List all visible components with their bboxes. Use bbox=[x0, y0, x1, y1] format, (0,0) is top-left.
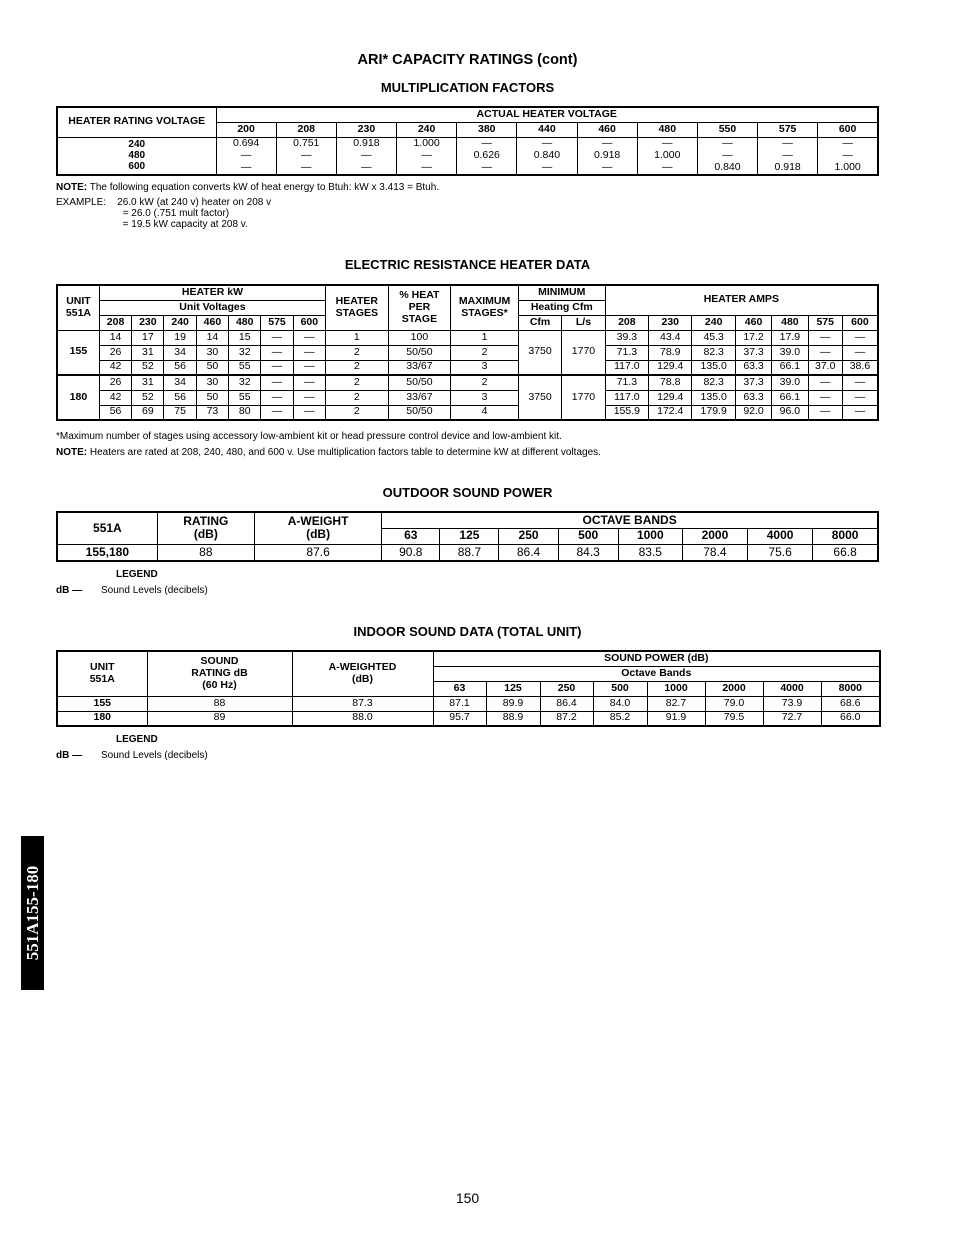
unit-cell: 155,180 bbox=[57, 544, 157, 561]
band-value-cell: 83.5 bbox=[618, 544, 682, 561]
amps-cell: 63.3 bbox=[735, 390, 771, 405]
band-value-cell: 90.8 bbox=[382, 544, 440, 561]
band-header: 500 bbox=[558, 528, 618, 544]
amps-voltage-header: 575 bbox=[808, 315, 842, 330]
kw-cell: — bbox=[293, 330, 325, 345]
mf-note bbox=[56, 182, 439, 193]
amps-cell: 82.3 bbox=[692, 375, 735, 390]
kw-cell: 56 bbox=[164, 360, 196, 375]
table-row bbox=[57, 405, 878, 420]
stages-cell: 2 bbox=[326, 375, 389, 390]
max-stages-cell: 1 bbox=[451, 330, 519, 345]
kw-cell: 75 bbox=[164, 405, 196, 420]
header-unit: UNIT 551A bbox=[57, 651, 147, 696]
amps-cell: 71.3 bbox=[605, 345, 648, 360]
legend-title: LEGEND bbox=[116, 734, 158, 745]
band-value-cell: 82.7 bbox=[647, 696, 705, 711]
pct-heat-cell: 100 bbox=[388, 330, 451, 345]
kw-cell: 42 bbox=[99, 390, 131, 405]
amps-cell: 129.4 bbox=[649, 360, 692, 375]
a-weighted-cell: 87.3 bbox=[292, 696, 433, 711]
factor-cell: 1.000 — — bbox=[397, 137, 457, 175]
indoor-sound-table bbox=[56, 650, 881, 727]
voltage-header: 460 bbox=[577, 122, 637, 137]
band-header: 250 bbox=[540, 681, 593, 696]
kw-cell: 56 bbox=[99, 405, 131, 420]
kw-cell: — bbox=[293, 345, 325, 360]
amps-voltage-header: 208 bbox=[605, 315, 648, 330]
a-weighted-cell: 88.0 bbox=[292, 711, 433, 726]
kw-cell: 50 bbox=[196, 390, 228, 405]
unit-cell: 180 bbox=[57, 375, 99, 420]
header-octave-bands: Octave Bands bbox=[433, 666, 880, 681]
band-value-cell: 84.0 bbox=[593, 696, 647, 711]
kw-cell: 50 bbox=[196, 360, 228, 375]
kw-cell: — bbox=[261, 360, 293, 375]
header-heater-amps: HEATER AMPS bbox=[605, 285, 878, 315]
header-ls: L/s bbox=[562, 315, 605, 330]
band-value-cell: 84.3 bbox=[558, 544, 618, 561]
header-heater-kw: HEATER kW bbox=[99, 285, 325, 300]
band-value-cell: 87.1 bbox=[433, 696, 486, 711]
amps-cell: 39.0 bbox=[772, 345, 808, 360]
band-header: 2000 bbox=[705, 681, 763, 696]
kw-cell: 32 bbox=[229, 345, 261, 360]
amps-voltage-header: 600 bbox=[842, 315, 878, 330]
amps-cell: 78.8 bbox=[649, 375, 692, 390]
band-value-cell: 88.9 bbox=[486, 711, 540, 726]
band-value-cell: 68.6 bbox=[821, 696, 880, 711]
factor-cell: — — 0.840 bbox=[697, 137, 757, 175]
band-value-cell: 88.7 bbox=[440, 544, 499, 561]
header-a-weight: A-WEIGHT (dB) bbox=[254, 512, 381, 544]
electric-heater-table bbox=[56, 284, 879, 421]
amps-cell: 45.3 bbox=[692, 330, 735, 345]
kw-cell: — bbox=[293, 405, 325, 420]
band-value-cell: 85.2 bbox=[593, 711, 647, 726]
kw-cell: — bbox=[293, 360, 325, 375]
stages-cell: 1 bbox=[326, 330, 389, 345]
band-header: 4000 bbox=[748, 528, 813, 544]
header-sound-power: SOUND POWER (dB) bbox=[433, 651, 880, 666]
cfm-cell: 3750 bbox=[518, 330, 561, 375]
table-row bbox=[57, 360, 878, 375]
band-header: 1000 bbox=[647, 681, 705, 696]
kw-cell: 26 bbox=[99, 345, 131, 360]
amps-cell: 155.9 bbox=[605, 405, 648, 420]
rating-voltages-cell: 240 480 600 bbox=[57, 137, 216, 175]
kw-voltage-header: 240 bbox=[164, 315, 196, 330]
kw-cell: 42 bbox=[99, 360, 131, 375]
amps-cell: — bbox=[808, 375, 842, 390]
header-unit-voltages: Unit Voltages bbox=[99, 300, 325, 315]
indoor-sound-title: INDOOR SOUND DATA (TOTAL UNIT) bbox=[353, 624, 582, 639]
kw-cell: 34 bbox=[164, 345, 196, 360]
kw-cell: 55 bbox=[229, 390, 261, 405]
amps-cell: 37.3 bbox=[735, 375, 771, 390]
kw-cell: — bbox=[261, 330, 293, 345]
amps-cell: 117.0 bbox=[605, 390, 648, 405]
amps-cell: 82.3 bbox=[692, 345, 735, 360]
band-value-cell: 91.9 bbox=[647, 711, 705, 726]
amps-cell: 172.4 bbox=[649, 405, 692, 420]
kw-voltage-header: 460 bbox=[196, 315, 228, 330]
amps-cell: — bbox=[842, 345, 878, 360]
band-value-cell: 86.4 bbox=[499, 544, 558, 561]
band-value-cell: 78.4 bbox=[682, 544, 747, 561]
legend-entry bbox=[56, 585, 208, 596]
pct-heat-cell: 33/67 bbox=[388, 360, 451, 375]
amps-cell: 39.0 bbox=[772, 375, 808, 390]
amps-voltage-header: 230 bbox=[649, 315, 692, 330]
amps-cell: — bbox=[808, 405, 842, 420]
note-label: NOTE: bbox=[56, 447, 88, 458]
kw-cell: 30 bbox=[196, 375, 228, 390]
kw-cell: 69 bbox=[132, 405, 164, 420]
kw-cell: 31 bbox=[132, 345, 164, 360]
legend-title: LEGEND bbox=[116, 569, 158, 580]
amps-cell: 38.6 bbox=[842, 360, 878, 375]
pct-heat-cell: 50/50 bbox=[388, 345, 451, 360]
band-header: 2000 bbox=[682, 528, 747, 544]
header-heater-stages: HEATER STAGES bbox=[326, 285, 389, 330]
band-value-cell: 89.9 bbox=[486, 696, 540, 711]
factor-cell: 0.751 — — bbox=[276, 137, 336, 175]
band-value-cell: 66.8 bbox=[813, 544, 878, 561]
band-header: 500 bbox=[593, 681, 647, 696]
amps-cell: — bbox=[842, 405, 878, 420]
header-octave-bands: OCTAVE BANDS bbox=[382, 512, 878, 528]
kw-cell: 56 bbox=[164, 390, 196, 405]
amps-cell: 96.0 bbox=[772, 405, 808, 420]
header-heater-rating-voltage: HEATER RATING VOLTAGE bbox=[57, 107, 216, 137]
side-tab-label: 551A155-180 bbox=[22, 865, 42, 961]
amps-voltage-header: 240 bbox=[692, 315, 735, 330]
pct-heat-cell: 33/67 bbox=[388, 390, 451, 405]
pct-heat-cell: 50/50 bbox=[388, 405, 451, 420]
factor-cell: — — 1.000 bbox=[818, 137, 878, 175]
ls-cell: 1770 bbox=[562, 330, 605, 375]
amps-cell: 37.3 bbox=[735, 345, 771, 360]
amps-cell: 66.1 bbox=[772, 360, 808, 375]
kw-cell: 15 bbox=[229, 330, 261, 345]
max-stages-cell: 4 bbox=[451, 405, 519, 420]
voltage-header: 240 bbox=[397, 122, 457, 137]
unit-cell: 155 bbox=[57, 330, 99, 375]
header-unit: 551A bbox=[57, 512, 157, 544]
voltage-header: 208 bbox=[276, 122, 336, 137]
note-text: The following equation converts kW of heat energy to Btuh: kW x 3.413 = Btuh. bbox=[87, 182, 440, 193]
max-stages-cell: 2 bbox=[451, 375, 519, 390]
band-value-cell: 72.7 bbox=[763, 711, 821, 726]
stages-cell: 2 bbox=[326, 390, 389, 405]
note-label: NOTE: bbox=[56, 182, 88, 193]
legend-key: dB — bbox=[56, 750, 83, 761]
header-max-stages: MAXIMUM STAGES* bbox=[451, 285, 519, 330]
electric-heater-title: ELECTRIC RESISTANCE HEATER DATA bbox=[344, 257, 591, 272]
voltage-header: 600 bbox=[818, 122, 878, 137]
kw-cell: 26 bbox=[99, 375, 131, 390]
amps-cell: 37.0 bbox=[808, 360, 842, 375]
factor-cell: — 1.000 — bbox=[637, 137, 697, 175]
table-row bbox=[57, 375, 878, 390]
amps-cell: — bbox=[842, 375, 878, 390]
amps-cell: 129.4 bbox=[649, 390, 692, 405]
kw-cell: — bbox=[261, 390, 293, 405]
kw-cell: 17 bbox=[132, 330, 164, 345]
a-weight-cell: 87.6 bbox=[254, 544, 381, 561]
kw-cell: 34 bbox=[164, 375, 196, 390]
band-value-cell: 95.7 bbox=[433, 711, 486, 726]
kw-cell: 14 bbox=[99, 330, 131, 345]
header-pct-heat: % HEAT PER STAGE bbox=[388, 285, 451, 330]
band-value-cell: 87.2 bbox=[540, 711, 593, 726]
band-value-cell: 75.6 bbox=[748, 544, 813, 561]
amps-voltage-header: 460 bbox=[735, 315, 771, 330]
mf-example: EXAMPLE: 26.0 kW (at 240 v) heater on 208 v = 26.0 (.751 mult factor) = 19.5 kW capacity at 208 v. bbox=[56, 197, 272, 230]
header-sound-rating: SOUND RATING dB (60 Hz) bbox=[147, 651, 292, 696]
voltage-header: 480 bbox=[637, 122, 697, 137]
kw-cell: — bbox=[261, 405, 293, 420]
header-a-weighted: A-WEIGHTED (dB) bbox=[292, 651, 433, 696]
stages-cell: 2 bbox=[326, 345, 389, 360]
kw-cell: 55 bbox=[229, 360, 261, 375]
ls-cell: 1770 bbox=[562, 375, 605, 420]
factor-cell: 0.918 — — bbox=[336, 137, 396, 175]
kw-cell: 73 bbox=[196, 405, 228, 420]
header-rating: RATING (dB) bbox=[157, 512, 254, 544]
max-stages-cell: 2 bbox=[451, 345, 519, 360]
outdoor-sound-title: OUTDOOR SOUND POWER bbox=[382, 485, 553, 500]
amps-cell: — bbox=[808, 345, 842, 360]
stages-cell: 2 bbox=[326, 405, 389, 420]
unit-cell: 180 bbox=[57, 711, 147, 726]
amps-cell: — bbox=[842, 330, 878, 345]
amps-cell: 17.2 bbox=[735, 330, 771, 345]
amps-cell: 117.0 bbox=[605, 360, 648, 375]
amps-cell: 78.9 bbox=[649, 345, 692, 360]
legend-value: Sound Levels (decibels) bbox=[101, 750, 208, 761]
page-title: ARI* CAPACITY RATINGS (cont) bbox=[357, 52, 578, 68]
page-number: 150 bbox=[455, 1190, 480, 1206]
band-header: 125 bbox=[440, 528, 499, 544]
pct-heat-cell: 50/50 bbox=[388, 375, 451, 390]
kw-cell: — bbox=[261, 375, 293, 390]
header-unit: UNIT 551A bbox=[57, 285, 99, 330]
amps-cell: 17.9 bbox=[772, 330, 808, 345]
stages-cell: 2 bbox=[326, 360, 389, 375]
multiplication-factors-title: MULTIPLICATION FACTORS bbox=[380, 80, 555, 95]
factor-cell: 0.694 — — bbox=[216, 137, 276, 175]
amps-cell: 66.1 bbox=[772, 390, 808, 405]
factor-cell: — 0.626 — bbox=[457, 137, 517, 175]
header-cfm: Cfm bbox=[518, 315, 561, 330]
kw-voltage-header: 480 bbox=[229, 315, 261, 330]
header-heating-cfm: Heating Cfm bbox=[518, 300, 605, 315]
table-row bbox=[57, 696, 880, 711]
rating-cell: 88 bbox=[147, 696, 292, 711]
table-row bbox=[57, 390, 878, 405]
legend-key: dB — bbox=[56, 585, 83, 596]
kw-voltage-header: 230 bbox=[132, 315, 164, 330]
kw-cell: 30 bbox=[196, 345, 228, 360]
kw-voltage-header: 575 bbox=[261, 315, 293, 330]
header-actual-heater-voltage: ACTUAL HEATER VOLTAGE bbox=[216, 107, 878, 122]
amps-cell: — bbox=[808, 390, 842, 405]
factor-cell: — — 0.918 bbox=[758, 137, 818, 175]
band-header: 1000 bbox=[618, 528, 682, 544]
amps-cell: — bbox=[808, 330, 842, 345]
kw-cell: — bbox=[293, 375, 325, 390]
voltage-header: 550 bbox=[697, 122, 757, 137]
kw-voltage-header: 208 bbox=[99, 315, 131, 330]
kw-cell: 19 bbox=[164, 330, 196, 345]
kw-cell: 80 bbox=[229, 405, 261, 420]
rating-cell: 89 bbox=[147, 711, 292, 726]
amps-cell: — bbox=[842, 390, 878, 405]
band-header: 8000 bbox=[813, 528, 878, 544]
band-value-cell: 79.5 bbox=[705, 711, 763, 726]
eh-note bbox=[56, 447, 601, 458]
kw-cell: — bbox=[261, 345, 293, 360]
cfm-cell: 3750 bbox=[518, 375, 561, 420]
voltage-header: 200 bbox=[216, 122, 276, 137]
max-stages-cell: 3 bbox=[451, 360, 519, 375]
kw-cell: 14 bbox=[196, 330, 228, 345]
band-value-cell: 79.0 bbox=[705, 696, 763, 711]
kw-cell: — bbox=[293, 390, 325, 405]
eh-footnote: *Maximum number of stages using accessory low-ambient kit or head pressure control device and low-ambient kit. bbox=[56, 431, 562, 442]
band-header: 63 bbox=[382, 528, 440, 544]
kw-voltage-header: 600 bbox=[293, 315, 325, 330]
amps-cell: 63.3 bbox=[735, 360, 771, 375]
band-header: 250 bbox=[499, 528, 558, 544]
table-row bbox=[57, 330, 878, 345]
amps-cell: 71.3 bbox=[605, 375, 648, 390]
note-text: Heaters are rated at 208, 240, 480, and 600 v. Use multiplication factors table to determine kW at different voltages. bbox=[87, 447, 601, 458]
multiplication-factors-table bbox=[56, 106, 879, 176]
band-value-cell: 86.4 bbox=[540, 696, 593, 711]
max-stages-cell: 3 bbox=[451, 390, 519, 405]
voltage-header: 575 bbox=[758, 122, 818, 137]
legend-entry bbox=[56, 750, 208, 761]
amps-cell: 92.0 bbox=[735, 405, 771, 420]
amps-voltage-header: 480 bbox=[772, 315, 808, 330]
kw-cell: 52 bbox=[132, 360, 164, 375]
voltage-header: 440 bbox=[517, 122, 577, 137]
header-minimum: MINIMUM bbox=[518, 285, 605, 300]
band-value-cell: 73.9 bbox=[763, 696, 821, 711]
voltage-header: 380 bbox=[457, 122, 517, 137]
side-tab bbox=[21, 836, 44, 990]
amps-cell: 135.0 bbox=[692, 360, 735, 375]
amps-cell: 179.9 bbox=[692, 405, 735, 420]
outdoor-sound-table bbox=[56, 511, 879, 562]
unit-cell: 155 bbox=[57, 696, 147, 711]
table-row bbox=[57, 345, 878, 360]
kw-cell: 52 bbox=[132, 390, 164, 405]
amps-cell: 39.3 bbox=[605, 330, 648, 345]
legend-value: Sound Levels (decibels) bbox=[101, 585, 208, 596]
voltage-header: 230 bbox=[336, 122, 396, 137]
band-value-cell: 66.0 bbox=[821, 711, 880, 726]
amps-cell: 43.4 bbox=[649, 330, 692, 345]
factor-cell: — 0.840 — bbox=[517, 137, 577, 175]
kw-cell: 31 bbox=[132, 375, 164, 390]
band-header: 4000 bbox=[763, 681, 821, 696]
factor-cell: — 0.918 — bbox=[577, 137, 637, 175]
band-header: 8000 bbox=[821, 681, 880, 696]
kw-cell: 32 bbox=[229, 375, 261, 390]
rating-cell: 88 bbox=[157, 544, 254, 561]
band-header: 63 bbox=[433, 681, 486, 696]
amps-cell: 135.0 bbox=[692, 390, 735, 405]
table-row bbox=[57, 711, 880, 726]
band-header: 125 bbox=[486, 681, 540, 696]
